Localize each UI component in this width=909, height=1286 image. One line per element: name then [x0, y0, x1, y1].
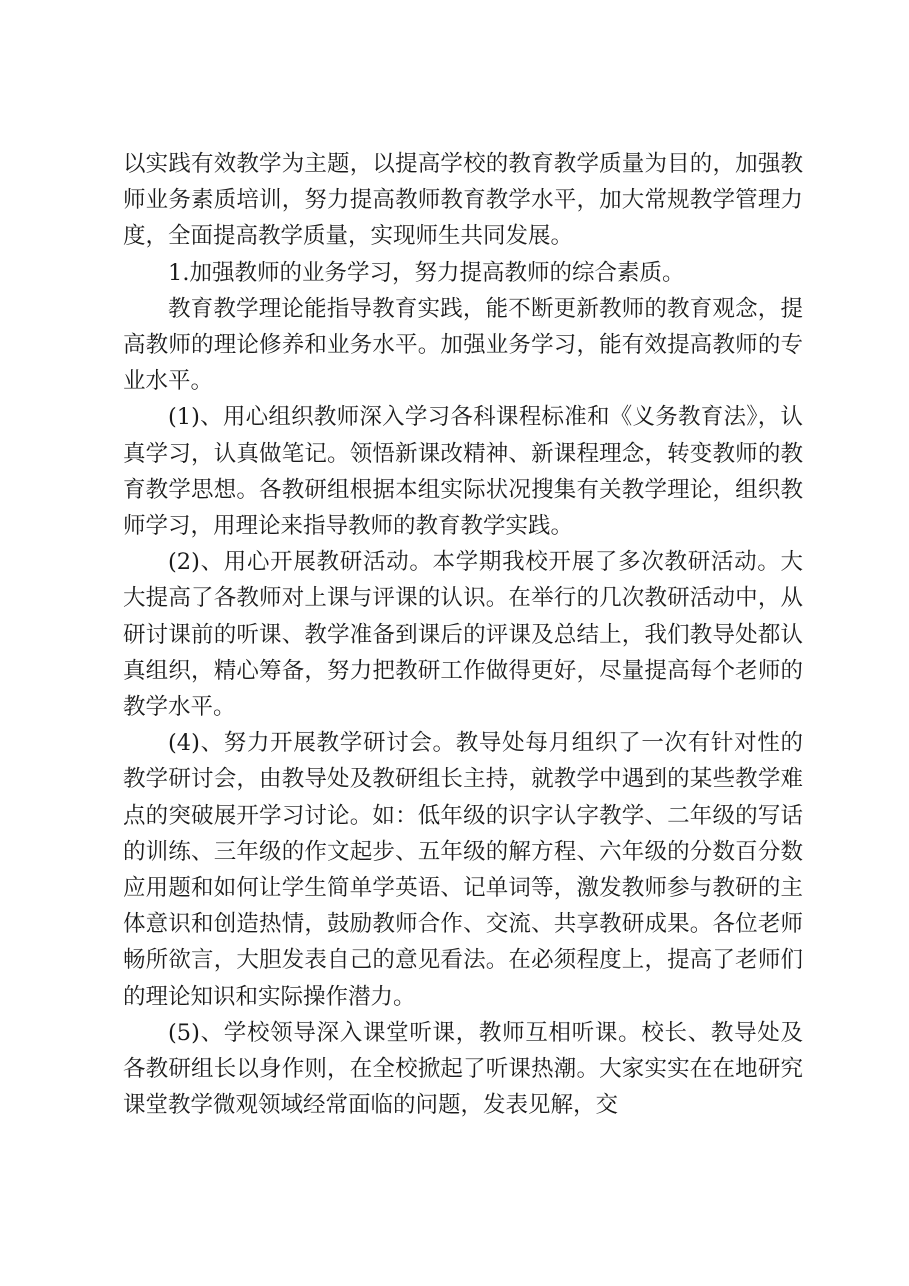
paragraph-heading-1: 1.加强教师的业务学习，努力提高教师的综合素质。 [168, 259, 685, 286]
paragraph-item-4: (4)、努力开展教学研讨会。教导处每月组织了一次有针对性的教学研讨会，由教导处及教研组长主持，就教学中遇到的某些教学难点的突破展开学习讨论。如：低年级的识字认字教学、二年级的写话的训练、三年级的作文起步、五年级的解方程、六年级的分数百分数应用题和如何让学生简单学英语、记单词等，激发教师参与教研的主体意识和创造热情，鼓励教师合作、交流、共享教研成果。各位老师畅所欲言，大胆发表自己的意见看法。在必须程度上，提高了老师们的理论知识和实际操作潜力。 [123, 730, 803, 1010]
paragraph-intro: 以实践有效教学为主题，以提高学校的教育教学质量为目的，加强教师业务素质培训，努力提高教师教育教学水平，加大常规教学管理力度，全面提高教学质量，实现师生共同发展。 [123, 151, 803, 250]
paragraph-item-5: (5)、学校领导深入课堂听课，教师互相听课。校长、教导处及各教研组长以身作则，在全校掀起了听课热潮。大家实实在在地研究课堂教学微观领域经常面临的问题，发表见解，交 [123, 1019, 803, 1119]
paragraph-item-2: (2)、用心开展教研活动。本学期我校开展了多次教研活动。大大提高了各教师对上课与评课的认识。在举行的几次教研活动中，从研讨课前的听课、教学准备到课后的评课及总结上，我们教导处都认真组织，精心筹备，努力把教研工作做得更好，尽量提高每个老师的教学水平。 [123, 549, 803, 721]
document-body [123, 146, 803, 1123]
paragraph-item-1: (1)、用心组织教师深入学习各科课程标准和《义务教育法》，认真学习，认真做笔记。领悟新课改精神、新课程理念，转变教师的教育教学思想。各教研组根据本组实际状况搜集有关教学理论，组织教师学习，用理论来指导教师的教育教学实践。 [123, 404, 803, 540]
paragraph-theory: 教育教学理论能指导教育实践，能不断更新教师的教育观念，提高教师的理论修养和业务水平。加强业务学习，能有效提高教师的专业水平。 [123, 295, 803, 395]
